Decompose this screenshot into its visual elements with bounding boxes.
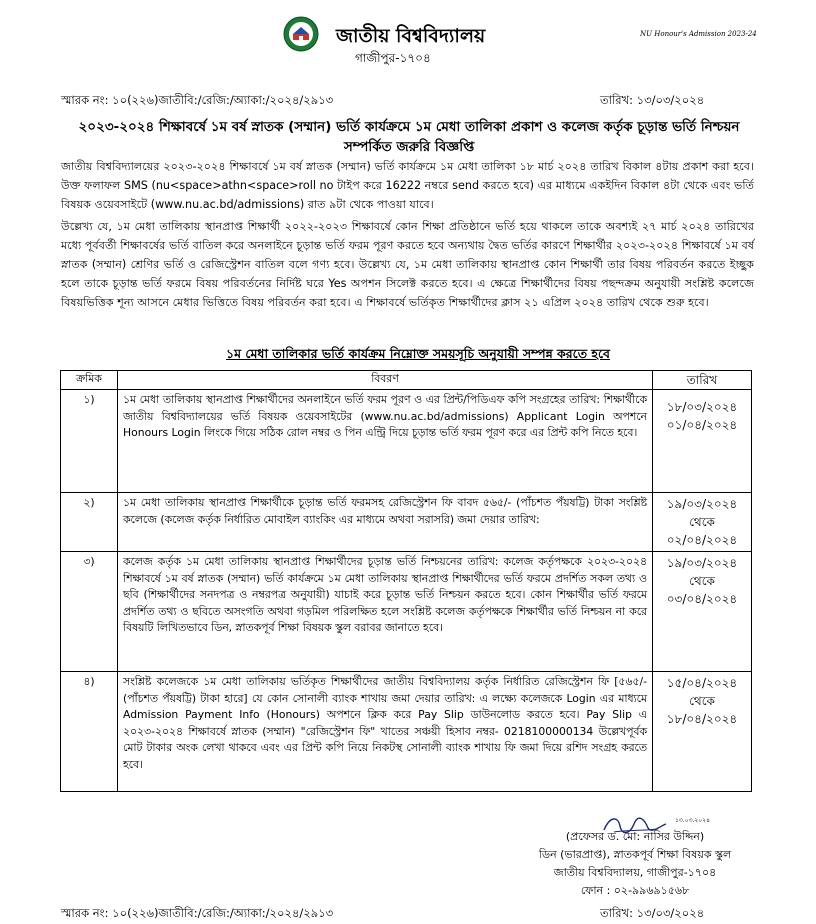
row-date (653, 493, 752, 552)
schedule-heading: ১ম মেধা তালিকার ভর্তি কার্যক্রম নিম্নোক্ত সময়সূচি অনুযায়ী সম্পন্ন করতে হবে (226, 346, 610, 361)
date-to: ০৩/০৪/২০২৪ (666, 592, 738, 606)
memo-date: তারিখ: ১৩/০৩/২০২৪ (600, 93, 705, 107)
row-description: ১ম মেধা তালিকায় স্থানপ্রাপ্ত শিক্ষার্থীকে চূড়ান্ত ভর্তি ফরমসহ রেজিস্ট্রেশন ফি বাবদ ৫৬৫/- (পাঁচশত পঁয়ষট্টি) টাকা সংশ্লিষ্ট কলেজে (কলেজ কর্তৃক নির্ধারিত মোবাইল ব্যাংকিং এর মাধ্যমে অথবা সরাসরি) জমা দেয়ার তারিখ: (118, 493, 653, 552)
university-name: জাতীয় বিশ্ববিদ্যালয় (336, 25, 486, 47)
column-header-description: বিবরণ (118, 371, 653, 390)
row-serial: ৪) (61, 672, 118, 792)
date-to: ০১/০৪/২০২৪ (666, 418, 738, 432)
date-separator: থেকে (689, 515, 715, 529)
footer-date: তারিখ: ১৩/০৩/২০২৪ (600, 906, 705, 920)
column-header-serial: ক্রমিক (61, 371, 118, 390)
signatory-phone: ফোন : ০২-৯৯৬৯১৫৬৮ (580, 884, 690, 897)
signatory-block (470, 828, 800, 900)
date-to: ১৮/০৪/২০২৪ (666, 712, 738, 726)
date-from: ১৯/০৩/২০২৪ (666, 556, 738, 570)
signatory-office: জাতীয় বিশ্ববিদ্যালয়, গাজীপুর-১৭০৪ (553, 866, 717, 879)
signatory-name: (প্রফেসর ড. মো: নাসির উদ্দিন) (565, 830, 705, 843)
date-from: ১৯/০৩/২০২৪ (666, 497, 738, 511)
row-serial: ১) (61, 390, 118, 493)
row-description: কলেজ কর্তৃক ১ম মেধা তালিকায় স্থানপ্রাপ্ত শিক্ষার্থীদের চূড়ান্ত ভর্তি নিশ্চয়নের তারিখ: কলেজ কর্তৃপক্ষকে ২০২৩-২০২৪ শিক্ষাবর্ষে ১ম বর্ষ স্নাতক (সম্মান) ভর্তি কার্যক্রমে ১ম মেধা তালিকায় স্থানপ্রাপ্ত শিক্ষার্থীদের ভর্তি ফরমে প্রদর্শিত সকল তথ্য ও ছবি (শিক্ষার্থীদের সনদপত্র ও নম্বরপত্র অনুযায়ী) যাচাই করে চূড়ান্ত ভর্তি নিশ্চয়ন করতে হবে। কোন শিক্ষার্থীর ভর্তি ফরমে প্রদর্শিত তথ্য ও ছবিতে অসংগতি অথবা গড়মিল পরিলক্ষিত হলে সংশ্লিষ্ট কলেজ কর্তৃপক্ষকে শিক্ষার্থীর ভর্তি নিশ্চয়ন না করে বিষয়টি লিখিতভাবে ডিন, স্নাতকপূর্ব শিক্ষা বিষয়ক স্কুল বরাবর জানাতে হবে। (118, 552, 653, 672)
table-row (61, 493, 752, 552)
memo-number: স্মারক নং: ১০(২২৬)জাতীবি:/রেজি:/অ্যাকা:/২০২৪/২৯১৩ (61, 93, 334, 107)
row-date (653, 552, 752, 672)
footer-memo-number: স্মারক নং: ১০(২২৬)জাতীবি:/রেজি:/অ্যাকা:/২০২৪/২৯১৩ (61, 906, 334, 920)
row-description: ১ম মেধা তালিকায় স্থানপ্রাপ্ত শিক্ষার্থীদের অনলাইনে ভর্তি ফরম পূরণ ও এর প্রিন্ট/পিডিএফ কপি সংগ্রহের তারিখ: শিক্ষার্থীকে জাতীয় বিশ্ববিদ্যালয়ের ভর্তি বিষয়ক ওয়েবসাইটের (www.nu.ac.bd/admissions) Applicant Login অপশনে Honours Login লিংকে গিয়ে সঠিক রোল নম্বর ও পিন এন্ট্রি দিয়ে চূড়ান্ত ভর্তি ফরম পূরণ করে এর প্রিন্ট কপি নিতে হবে। (118, 390, 653, 493)
table-header-row (61, 371, 752, 390)
schedule-table (60, 370, 752, 792)
header-note: NU Honour's Admission 2023-24 (640, 30, 757, 38)
date-to: ০২/০৪/২০২৪ (666, 533, 738, 547)
row-date (653, 672, 752, 792)
table-row (61, 390, 752, 493)
row-description: সংশ্লিষ্ট কলেজকে ১ম মেধা তালিকায় ভর্তিকৃত শিক্ষার্থীদের জাতীয় বিশ্ববিদ্যালয় কর্তৃক নির্ধারিত রেজিস্ট্রেশন ফি [৫৬৫/- (পাঁচশত পঁয়ষট্টি) টাকা হারে] যে কোন সোনালী ব্যাংক শাখায় জমা দেয়ার তারিখ: এ লক্ষ্যে কলেজকে Login এর মাধ্যমে Admission Payment Info (Honours) অপশনে ক্লিক করে Pay Slip ডাউনলোড করতে হবে। Pay Slip এ ২০২৩-২০২৪ শিক্ষাবর্ষে স্নাতক (সম্মান) "রেজিস্ট্রেশন ফি" খাতের সঞ্চয়ী হিসাব নম্বর- 0218100000134 উল্লেখপূর্বক মোট টাকার অংক লেখা থাকবে এবং এর প্রিন্ট কপি নিয়ে নিকটস্থ সোনালী ব্যাংক শাখায় ফি জমা দিয়ে রশিদ সংগ্রহ করতে হবে। (118, 672, 653, 792)
university-address: গাজীপুর-১৭০৪ (355, 51, 431, 65)
row-serial: ৩) (61, 552, 118, 672)
date-separator: থেকে (689, 694, 715, 708)
column-header-date: তারিখ (653, 371, 752, 390)
table-row (61, 672, 752, 792)
signature-date: ১৩.০৩.২০২৪ (675, 817, 711, 824)
university-seal-icon (283, 16, 319, 52)
signatory-designation: ডিন (ভারপ্রাপ্ত), স্নাতকপূর্ব শিক্ষা বিষয়ক স্কুল (538, 848, 732, 861)
row-date (653, 390, 752, 493)
table-row (61, 552, 752, 672)
row-serial: ২) (61, 493, 118, 552)
date-from: ১৮/০৩/২০২৪ (666, 400, 738, 414)
notice-title: ২০২৩-২০২৪ শিক্ষাবর্ষে ১ম বর্ষ স্নাতক (সম্মান) ভর্তি কার্যক্রমে ১ম মেধা তালিকা প্রকাশ ও কলেজ কর্তৃক চূড়ান্ত ভর্তি নিশ্চয়ন সম্পর্কিত জরুরি বিজ্ঞপ্তি (78, 119, 740, 155)
notice-paragraph-1: জাতীয় বিশ্ববিদ্যালয়ের ২০২৩-২০২৪ শিক্ষাবর্ষে ১ম বর্ষ স্নাতক (সম্মান) ভর্তি কার্যক্রমে ১ম মেধা তালিকা ১৮ মার্চ ২০২৪ তারিখ বিকাল ৪টায় প্রকাশ করা হবে। উক্ত ফলাফল SMS (nu<space>athn<space>roll no টাইপ করে 16222 নম্বরে send করতে হবে) এর মাধ্যমে একইদিন বিকাল ৪টা থেকে এবং ভর্তি বিষয়ক ওয়েবসাইটে (www.nu.ac.bd/admissions) রাত ৯টা থেকে পাওয়া যাবে। (61, 160, 754, 211)
notice-paragraph-2: উল্লেখ্য যে, ১ম মেধা তালিকায় স্থানপ্রাপ্ত শিক্ষার্থী ২০২২-২০২৩ শিক্ষাবর্ষে কোন শিক্ষা প্রতিষ্ঠানে ভর্তি হয়ে থাকলে তাকে অবশ্যই ২৭ মার্চ ২০২৪ তারিখের মধ্যে পূর্ববর্তী শিক্ষাবর্ষের ভর্তি বাতিল করে অনলাইনে চূড়ান্ত ভর্তি ফরম পূরণ করতে হবে অন্যথায় দ্বৈত ভর্তির কারণে শিক্ষার্থীর ২০২৩-২০২৪ শিক্ষাবর্ষে ১ম বর্ষ স্নাতক (সম্মান) শ্রেণির ভর্তি ও রেজিস্ট্রেশন বাতিল বলে গণ্য হবে। উল্লেখ্য যে, ১ম মেধা তালিকায় স্থানপ্রাপ্ত কোন শিক্ষার্থী তার বিষয় পরিবর্তন করতে ইচ্ছুক হলে তাকে চূড়ান্ত ভর্তি ফরমে বিষয় পরিবর্তনের নির্দিষ্ট ঘরে Yes অপশন সিলেক্ট করতে হবে। এ ক্ষেত্রে শিক্ষার্থীদের বিষয় পছন্দক্রম অনুযায়ী সংশ্লিষ্ট কলেজে বিষয়ভিত্তিক শূন্য আসনে মেধার ভিত্তিতে বিষয় পরিবর্তন করা হবে। এ শিক্ষাবর্ষে ভর্তিকৃত শিক্ষার্থীদের ক্লাস ২১ এপ্রিল ২০২৪ তারিখ থেকে শুরু হবে। (61, 220, 754, 309)
date-from: ১৫/০৪/২০২৪ (666, 676, 738, 690)
date-separator: থেকে (689, 574, 715, 588)
